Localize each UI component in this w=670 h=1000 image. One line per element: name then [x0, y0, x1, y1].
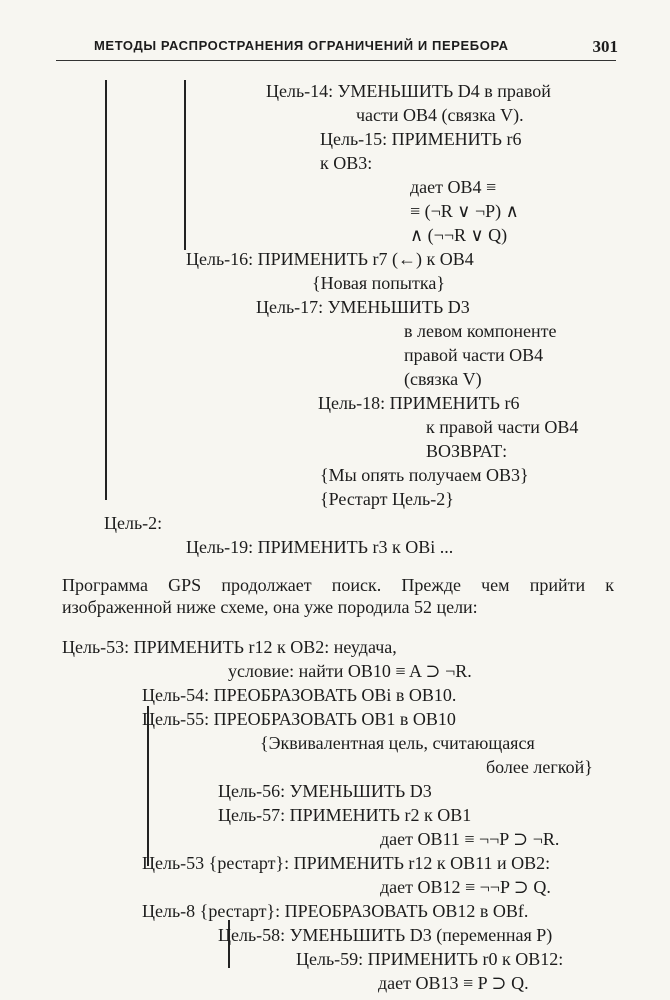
tree-line — [147, 706, 149, 866]
trace-line: ∧ (¬¬R ∨ Q) — [410, 225, 508, 245]
trace-line: {Эквивалентная цель, считающаяся — [260, 733, 535, 753]
trace-line: дает OB11 ≡ ¬¬P ⊃ ¬R. — [380, 829, 560, 849]
trace-line: Цель-55: ПРЕОБРАЗОВАТЬ OB1 в OB10 — [142, 709, 456, 729]
header-rule — [56, 60, 616, 61]
trace-line: условие: найти OB10 ≡ A ⊃ ¬R. — [228, 661, 472, 681]
tree-line — [184, 80, 186, 250]
trace-line: к правой части OB4 — [426, 417, 579, 437]
trace-line: Цель-56: УМЕНЬШИТЬ D3 — [218, 781, 432, 801]
trace-line: Цель-16: ПРИМЕНИТЬ r7 (←) к OB4 — [186, 249, 474, 269]
body-paragraph: Программа GPS продолжает поиск. Прежде чем прийти к изображенной ниже схеме, она уже породила 52 цели: — [62, 575, 614, 617]
trace-line: правой части OB4 — [404, 345, 544, 365]
trace-line: дает OB4 ≡ — [410, 177, 497, 197]
trace-line: дает OB12 ≡ ¬¬P ⊃ Q. — [380, 877, 551, 897]
trace-line: Цель-19: ПРИМЕНИТЬ r3 к OBi ... — [186, 537, 454, 557]
trace-line: дает OB13 ≡ P ⊃ Q. — [378, 973, 529, 993]
trace-line: Цель-18: ПРИМЕНИТЬ r6 — [318, 393, 520, 413]
trace-line: Цель-15: ПРИМЕНИТЬ r6 — [320, 129, 522, 149]
trace-line: ≡ (¬R ∨ ¬P) ∧ — [410, 201, 519, 221]
trace-line: Цель-17: УМЕНЬШИТЬ D3 — [256, 297, 470, 317]
trace-line: {Новая попытка} — [312, 273, 445, 293]
running-title: МЕТОДЫ РАСПРОСТРАНЕНИЯ ОГРАНИЧЕНИЙ И ПЕРЕБОРА — [94, 38, 509, 53]
trace-line: в левом компоненте — [404, 321, 557, 341]
trace-line: Цель-59: ПРИМЕНИТЬ r0 к OB12: — [296, 949, 564, 969]
trace-line: Цель-53 {рестарт}: ПРИМЕНИТЬ r12 к OB11 и OB2: — [142, 853, 551, 873]
trace-line: более легкой} — [486, 757, 593, 777]
page-number: 301 — [592, 37, 618, 56]
trace-line: (связка V) — [404, 369, 482, 389]
trace-line: {Рестарт Цель-2} — [320, 489, 454, 509]
trace-line: к OB3: — [320, 153, 373, 173]
trace-line: Цель-2: — [104, 513, 163, 533]
trace-line: части OB4 (связка V). — [356, 105, 524, 125]
trace-line: ВОЗВРАТ: — [426, 441, 508, 461]
trace-line: Цель-8 {рестарт}: ПРЕОБРАЗОВАТЬ OB12 в OBf. — [142, 901, 529, 921]
trace-line: {Мы опять получаем OB3} — [320, 465, 529, 485]
trace-line: Цель-57: ПРИМЕНИТЬ r2 к OB1 — [218, 805, 472, 825]
trace-line: Цель-53: ПРИМЕНИТЬ r12 к OB2: неудача, — [62, 637, 397, 657]
tree-line — [105, 80, 107, 500]
trace-line: Цель-58: УМЕНЬШИТЬ D3 (переменная P) — [218, 925, 553, 945]
trace-line: Цель-54: ПРЕОБРАЗОВАТЬ OBi в OB10. — [142, 685, 457, 705]
trace-line: Цель-14: УМЕНЬШИТЬ D4 в правой — [266, 81, 551, 101]
